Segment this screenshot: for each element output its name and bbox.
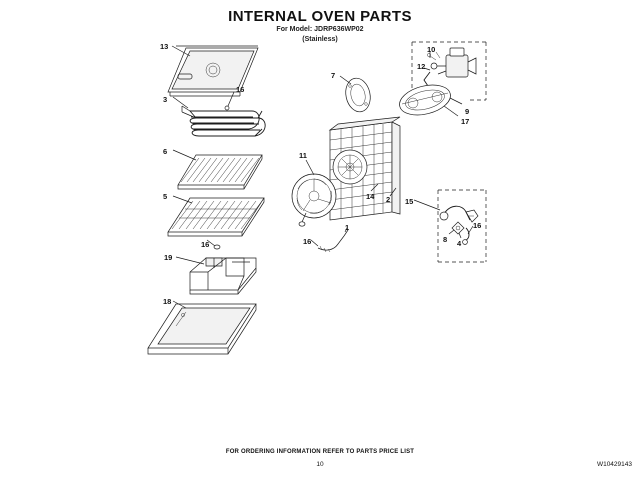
callout-11: 11 [299,151,307,160]
callout-4: 4 [457,239,462,248]
page-number: 10 [316,461,324,468]
detail-box-upper-right [396,42,486,120]
callout-16: 16 [473,221,482,230]
callout-18: 18 [163,297,172,306]
callout-2: 2 [386,195,391,204]
part-6-broiler-grid [178,155,262,189]
callout-17: 17 [461,117,470,126]
callout-8: 8 [443,235,448,244]
ordering-note: FOR ORDERING INFORMATION REFER TO PARTS PRICE LIST [225,449,415,455]
callout-6: 6 [163,147,168,156]
part-19-burner-baffle [190,258,256,294]
document-code: W10429143 [596,461,632,468]
part-5-oven-rack [168,198,264,236]
callout-10: 10 [427,45,436,54]
part-13-oven-top-panel [168,46,258,96]
callout-16: 16 [201,240,210,249]
callout-13: 13 [160,42,169,51]
callout-7: 7 [331,71,336,80]
finish-line: (Stainless) [302,36,338,43]
callout-16: 16 [303,237,312,246]
page-title: INTERNAL OVEN PARTS [228,8,412,25]
callout-9: 9 [465,107,470,116]
model-line: For Model: JDRP636WP02 [276,26,364,33]
callout-1: 1 [345,223,350,232]
part-3-oven-element [182,106,265,136]
callout-15: 15 [405,197,414,206]
part-1-oven-cavity [330,117,400,220]
callout-3: 3 [163,95,168,104]
part-18-oven-bottom-pan [148,304,256,354]
callout-19: 19 [164,253,173,262]
callout-16: 16 [236,85,245,94]
callout-5: 5 [163,192,168,201]
part-16-screw-rod [318,230,348,252]
part-11-convection-fan-blade [292,174,336,226]
callout-14: 14 [366,192,375,201]
callout-12: 12 [417,62,426,71]
